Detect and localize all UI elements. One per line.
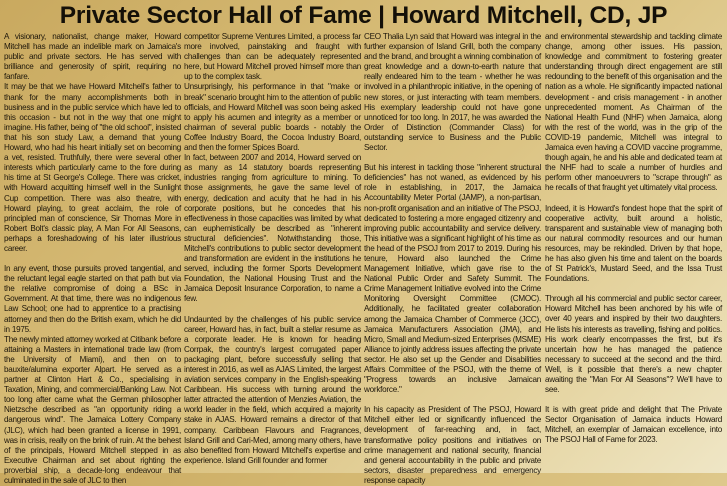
paragraph: But his interest in tackling those "inherent structural deficiencies" has not waned, as evidenced by his role in establishing, in 2017, the Jamaica Accountability Meter Portal (JAMP), a non-partisan, non-profit organisation and an initiative of The PSOJ, dedicated to fostering a more engaged citizenry and improving public accountability and service delivery. This initiative was a significant highlight of his time as the head of the PSOJ from 2017 to 2019. During his tenure, Howard also launched the Crime Management Initiative, which gave rise to the National Public Order and Safety Summit. The Crime Management Initiative evolved into the Crime Monitoring Oversight Committee (CMOC). Additionally, he facilitated greater collaboration among the Jamaica Chamber of Commerce (JCC), Jamaica Manufacturers Association (JMA), and Micro, Small and Medium-sized Enterprises (MSME) Alliance to jointly address issues affecting the private sector. He also set up the Gender and Disabilities Affairs Committee of the PSOJ, with the theme of "Progress towards an inclusive Jamaican workforce." <box>364 163 541 395</box>
paragraph: Undaunted by the challenges of his public service career, Howard has, in fact, built a stellar resume as a corporate leader. He is known for heading Corrpak, the country's largest corrugated paper packaging plant, before successfully selling that interest in 2016, as well as AJAS Limited, the largest aviation services company in the English-speaking Caribbean. His success with turning around the latter attracted the attention of Menzies Aviation, the world leader in the field, which acquired a majority stake in AJAS. Howard remains a director of that company. Caribbean Flavours and Fragrances, Island Grill and Cari-Med, among many others, have also benefited from Howard Mitchell's expertise and experience. Island Grill founder and former <box>184 314 361 465</box>
page-title: Private Sector Hall of Fame | Howard Mitchell, CD, JP <box>59 2 668 29</box>
article-column-3 <box>364 32 541 486</box>
paragraph: Unsurprisingly, his performance in that "make or break" scenario brought him to the attention of public officials, and Howard Mitchell was soon being asked to apply his acumen and integrity as a member or chairman of several public boards - notably the Coffee Industry Board, the Cocoa Industry Board, and then the former Spices Board. <box>184 82 361 153</box>
paragraph: CEO Thalia Lyn said that Howard was integral in the further expansion of Island Grill, both the company and the brand, and brought a winning combination of great knowledge and a down-to-earth nature that really endeared him to the team - whether he was involved in a philanthropic initiative, in the opening of new stores, or just interacting with team members. His exemplary leadership could not have gone unnoticed for too long. In 2017, he was awarded the Order of Distinction (Commander Class) for outstanding service to Business and the Public Sector. <box>364 32 541 153</box>
paragraph: Indeed, it is Howard's fondest hope that the spirit of cooperative activity, built around a holistic, transparent and sustainable view of managing both our natural commodity resources and our human resources, may be rekindled. Driven by that hope, he has also given his time and talent on the boards of St Patrick's, Mustard Seed, and the Issa Trust Foundations. <box>545 203 722 284</box>
article-column-2 <box>184 32 361 466</box>
paragraph: In fact, between 2007 and 2014, Howard served on as many as 14 statutory boards representing industries ranging from agriculture to mining. To those assignments, he gave the same level of energy, dedication and acuity that he had in his corporate positions, but he concedes that his effectiveness in those capacities was limited by what can euphemistically be described as "inherent structural deficiencies". Notwithstanding those, Mitchell's contributions to public sector development and transformation are evident in the institutions he served, including the former Sports Development Foundation, the National Housing Trust and the Jamaica Deposit Insurance Corporation, to name a few. <box>184 153 361 304</box>
paragraph: Through all his commercial and public sector career, Howard Mitchell has been anchored by his wife of over 40 years and inspired by their two daughters. He lists his interests as travelling, fishing and politics. His work clearly encompasses the first, but it's uncertain how he has managed the patience necessary to succeed at the second and the third. Well, is it possible that there's a new chapter awaiting the "Man For All Seasons"? We'll have to see. <box>545 294 722 395</box>
paragraph: A visionary, nationalist, change maker, Howard Mitchell has made an indelible mark on Jamaica's public and private sectors. He has served with brilliance and generosity of spirit, requiring no fanfare. <box>4 32 181 82</box>
paragraph: It may be that we have Howard Mitchell's father to thank for the many accomplishments both in business and in the public service which have led to this occasion - but not in the way that one might imagine. His father, being of "the old school", insisted that his son study Law, a demand that young Howard, who had his heart initially set on becoming a vet, resisted. Truthfully, there were several other interests which particularly came to the fore during his time at St George's College. There was cricket, with Howard acquitting himself well in the Sunlight Cup competition. There was also theatre, with Howard playing, to great acclaim, the role of principled man of conscience, Sir Thomas More in Robert Bolt's classic play, A Man For All Seasons, perhaps a foreshadowing of his later illustrious career. <box>4 82 181 253</box>
paragraph: The newly minted attorney worked at Citibank before attaining a Masters in international trade law (from the University of Miami), and then on to bauxite/alumina exporter Alpart. He served as a partner at Clinton Hart & Co., specialising in Taxation, Mining, and commercial/Banking Law. Not too long after came what the German philosopher Nietzsche described as "an opportunity riding a dangerous wind". The Jamaica Lottery Company (JLC), which had been granted a license in 1991, was in crisis, really on the brink of ruin. At the behest of the principals, Howard Mitchell stepped in as Executive Chairman and set about righting the proverbial ship, a decade-long endeavour that culminated in the sale of JLC to then <box>4 334 181 486</box>
article-body <box>4 32 724 486</box>
article-column-1 <box>4 32 181 486</box>
article-column-4 <box>545 32 722 446</box>
paragraph: In any event, those pursuits proved tangential, and the reluctant legal eagle started on that path but via the relative compromise of doing a BSc in Government. At that time, there was no indigenous Law School; one had to apprentice to a practising attorney and then do the British exam, which he did in 1975. <box>4 264 181 334</box>
paragraph: competitor Supreme Ventures Limited, a process far more involved, painstaking and fraught with challenges than can be adequately represented here, but Howard Mitchell proved himself more than up to the complex task. <box>184 32 361 82</box>
paragraph: and environmental stewardship and tackling climate change, among other issues. His passion, knowledge and commitment to fostering greater understanding through direct engagement are still redounding to the benefit of this organisation and the nation as a whole. He significantly impacted national development - and crisis management - in another unprecedented moment. As Chairman of the National Health Fund (NHF) when Jamaica, along with the rest of the world, was in the grip of the COVID-19 pandemic, Mitchell was integral to Jamaica even having a COVID vaccine programme, though again, he and his able and dedicated team at the NHF had to scale a number of hurdles and perform other manoeuvrers to "scrape through" as he recalls of that fraught yet ultimately vital process. <box>545 32 722 193</box>
paragraph: It is with great pride and delight that The Private Sector Organisation of Jamaica inducts Howard Mitchell, an exemplar of Jamaican excellence, into The PSOJ Hall of Fame for 2023. <box>545 405 722 445</box>
paragraph: In his capacity as President of The PSOJ, Howard Mitchell either led or significantly influenced the development of far-reaching and, in fact, transformative policy positions and initiatives on crime management and national security, financial and general accountability in the public and private sectors, disaster preparedness and emergency response capacity <box>364 405 541 485</box>
